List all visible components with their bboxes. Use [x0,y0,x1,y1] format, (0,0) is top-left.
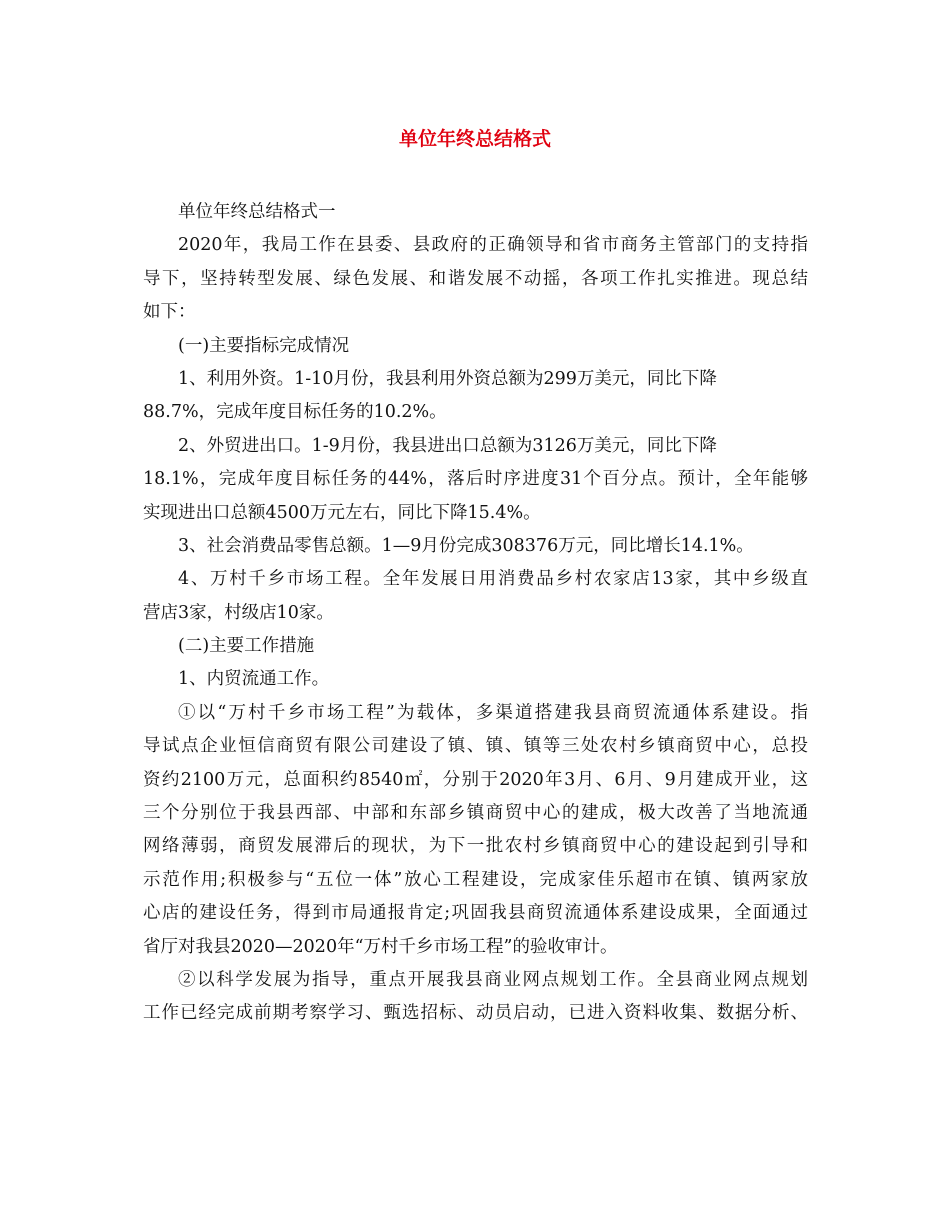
document-line: ②以科学发展为指导，重点开展我县商业网点规划工作。全县商业网点规划 [178,969,808,990]
document-line: (二)主要工作措施 [178,636,315,657]
document-line: 1、内贸流通工作。 [178,669,330,690]
document-line: 导下，坚持转型发展、绿色发展、和谐发展不动摇，各项工作扎实推进。现总结 [143,268,808,289]
document-body [143,196,808,1031]
document-line: 示范作用;积极参与“五位一体”放心工程建设，完成家佳乐超市在镇、镇两家放 [143,869,808,890]
document-line: ①以“万村千乡市场工程”为载体，多渠道搭建我县商贸流通体系建设。指 [178,702,808,723]
document-line: 导试点企业恒信商贸有限公司建设了镇、镇、镇等三处农村乡镇商贸中心，总投 [143,736,808,757]
document-line: 工作已经完成前期考察学习、甄选招标、动员启动，已进入资料收集、数据分析、 [143,1003,808,1024]
document-line: 资约2100万元，总面积约8540㎡，分别于2020年3月、6月、9月建成开业，这 [143,769,808,790]
document-line: (一)主要指标完成情况 [178,335,350,356]
document-line: 三个分别位于我县西部、中部和东部乡镇商贸中心的建成，极大改善了当地流通 [143,803,808,824]
document-line: 营店3家，村级店10家。 [143,602,334,623]
document-line: 心店的建设任务，得到市局通报肯定;巩固我县商贸流通体系建设成果，全面通过 [143,903,808,924]
document-line: 18.1%，完成年度目标任务的44%，落后时序进度31个百分点。预计，全年能够 [143,469,808,490]
document-line: 2020年，我局工作在县委、县政府的正确领导和省市商务主管部门的支持指 [178,235,808,256]
document-title: 单位年终总结格式 [398,128,551,150]
document-line: 省厅对我县2020—2020年“万村千乡市场工程”的验收审计。 [143,936,618,957]
document-line: 3、社会消费品零售总额。1—9月份完成308376万元，同比增长14.1%。 [178,535,754,556]
document-line: 如下： [143,302,196,323]
document-line: 单位年终总结格式一 [178,202,336,222]
document-line: 实现进出口总额4500万元左右，同比下降15.4%。 [143,502,541,523]
document-line: 网络薄弱，商贸发展滞后的现状，为下一批农村乡镇商贸中心的建设起到引导和 [143,836,808,857]
document-line: 2、外贸进出口。1-9月份，我县进出口总额为3126万美元，同比下降 [178,435,717,456]
document-line: 88.7%，完成年度目标任务的10.2%。 [143,402,447,423]
document-line: 4、万村千乡市场工程。全年发展日用消费品乡村农家店13家，其中乡级直 [178,569,808,590]
document-line: 1、利用外资。1-10月份，我县利用外资总额为299万美元，同比下降 [178,368,717,389]
